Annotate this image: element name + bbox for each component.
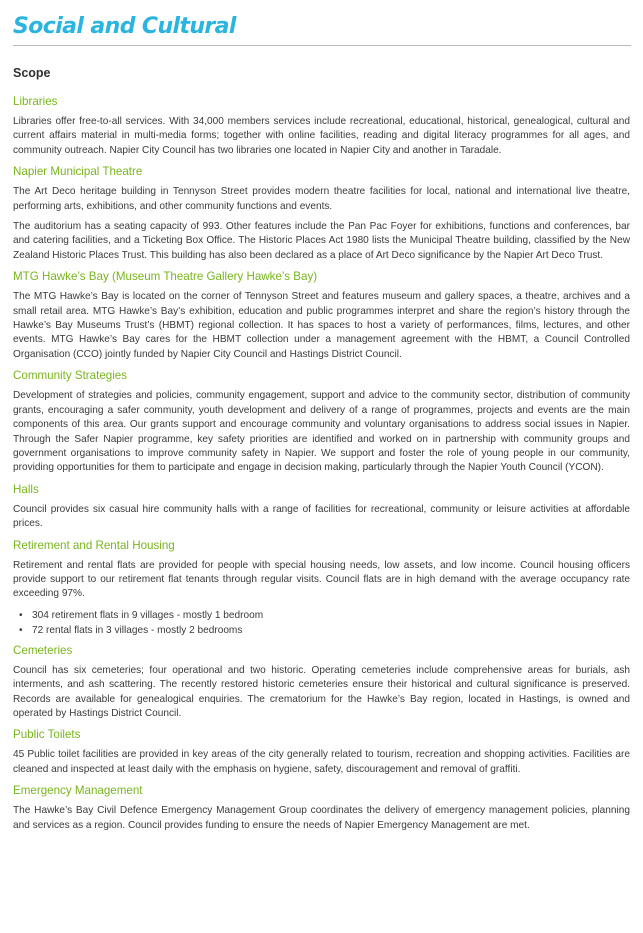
section-public-toilets [13, 727, 630, 777]
page-title: Social and Cultural [13, 14, 236, 39]
section-paragraph: The Hawke’s Bay Civil Defence Emergency Management Group coordinates the delivery of emergency management policies, planning and services as a region. Council provides funding to ensure the needs of Napier Emergency Management are met. [13, 805, 630, 831]
section-emergency-management [13, 783, 630, 833]
section-libraries [13, 94, 630, 158]
section-mtg [13, 269, 630, 362]
section-heading: Public Toilets [13, 728, 81, 742]
list-item [13, 623, 630, 639]
section-heading: Halls [13, 482, 39, 496]
list-item-text: 72 rental flats in 3 villages - mostly 2 bedrooms [32, 625, 243, 637]
section-paragraph: The Art Deco heritage building in Tennyson Street provides modern theatre facilities for local, national and international live theatre, performing arts, exhibitions, and other community functions and events. [13, 186, 630, 212]
section-heading: Napier Municipal Theatre [13, 165, 143, 179]
bullet-list [13, 608, 630, 639]
section-heading: Emergency Management [13, 784, 143, 798]
section-heading: Libraries [13, 95, 58, 108]
section-community-strategies [13, 368, 630, 475]
document-body [13, 64, 630, 839]
title-divider [13, 45, 631, 46]
section-heading: Cemeteries [13, 643, 73, 657]
section-paragraph: Council has six cemeteries; four operational and two historic. Operating cemeteries include comprehensive areas for burials, ash interments, and ash scattering. The recently restored historic cemeteries ensure their historical and cultural significance is preserved. Records are available for genealogical enquiries. The crematorium for the Hawke’s Bay region, located in Hastings, is owned and operated by Hastings District Council. [13, 664, 630, 719]
scope-heading: Scope [13, 66, 51, 80]
section-paragraph: The MTG Hawke’s Bay is located on the corner of Tennyson Street and features museum and gallery spaces, a theatre, archives and a small retail area. MTG Hawke’s Bay’s exhibition, education and public programmes interpret and share the region’s history through the Hawke’s Bay Museums Trust’s (HBMT) regional collection. It has spaces to host a variety of performances, films, lectures, and other events. MTG Hawke’s Bay cares for the HBMT collection under a management agreement with the HBMT, a Council Controlled Organisation (CCO) jointly funded by Napier City Council and Hastings District Council. [13, 291, 630, 360]
section-heading: Community Strategies [13, 369, 128, 383]
list-item [13, 608, 630, 624]
section-cemeteries [13, 643, 630, 722]
section-paragraph: Development of strategies and policies, community engagement, support and advice to the community sector, distribution of community grants, encouraging a safer community, youth development and delivery of a range of programmes, projects and events are the main components of this area. Our grants support and encourage community and voluntary organisations to address social issues in Napier. Through the Safer Napier programme, key safety priorities are identified and worked on in partnership with community groups and government organisations to improve community safety in Napier. We support and foster the role of young people in our community, providing opportunities for them to participate and engage in decision making, particularly through the Napier Youth Council (YCON). [13, 390, 630, 474]
section-paragraph: Council provides six casual hire community halls with a range of facilities for recreational, community or leisure activities at affordable prices. [13, 503, 630, 530]
section-housing [13, 538, 630, 639]
section-halls [13, 482, 630, 532]
section-paragraph: The auditorium has a seating capacity of 993. Other features include the Pan Pac Foyer for exhibitions, functions and conferences, bar and catering facilities, and a Ticketing Box Office. The Historic Places Act 1980 lists the Municipal Theatre building, classified by the New Zealand Historic Places Trust. This building has also been declared as a place of Art Deco significance by the Napier Art Deco Trust. [13, 221, 630, 261]
section-paragraph: Libraries offer free-to-all services. With 34,000 members services include recreational, educational, historical, genealogical, cultural and current affairs material in multi-media forms; together with online facilities, reading and digital literacy programmes for all ages, and community outreach. Napier City Council has two libraries one located in Napier City and another in Taradale. [13, 116, 630, 156]
section-heading: Retirement and Rental Housing [13, 538, 175, 552]
bullet-icon: • [19, 609, 23, 621]
section-heading: MTG Hawke’s Bay (Museum Theatre Gallery Hawke’s Bay) [13, 270, 318, 284]
section-theatre [13, 164, 630, 263]
section-paragraph: 45 Public toilet facilities are provided in key areas of the city generally related to tourism, recreation and shopping activities. Facilities are cleaned and inspected at least daily with the emphasis on hygiene, safety, discouragement and removal of graffiti. [13, 749, 630, 775]
section-paragraph: Retirement and rental flats are provided for people with special housing needs, low assets, and low income. Council housing officers provide support to our retirement flat tenants through regular visits. Council flats are in high demand with the average occupancy rate exceeding 97%. [13, 559, 630, 600]
list-item-text: 304 retirement flats in 9 villages - mostly 1 bedroom [32, 609, 264, 621]
bullet-icon: • [19, 625, 23, 637]
